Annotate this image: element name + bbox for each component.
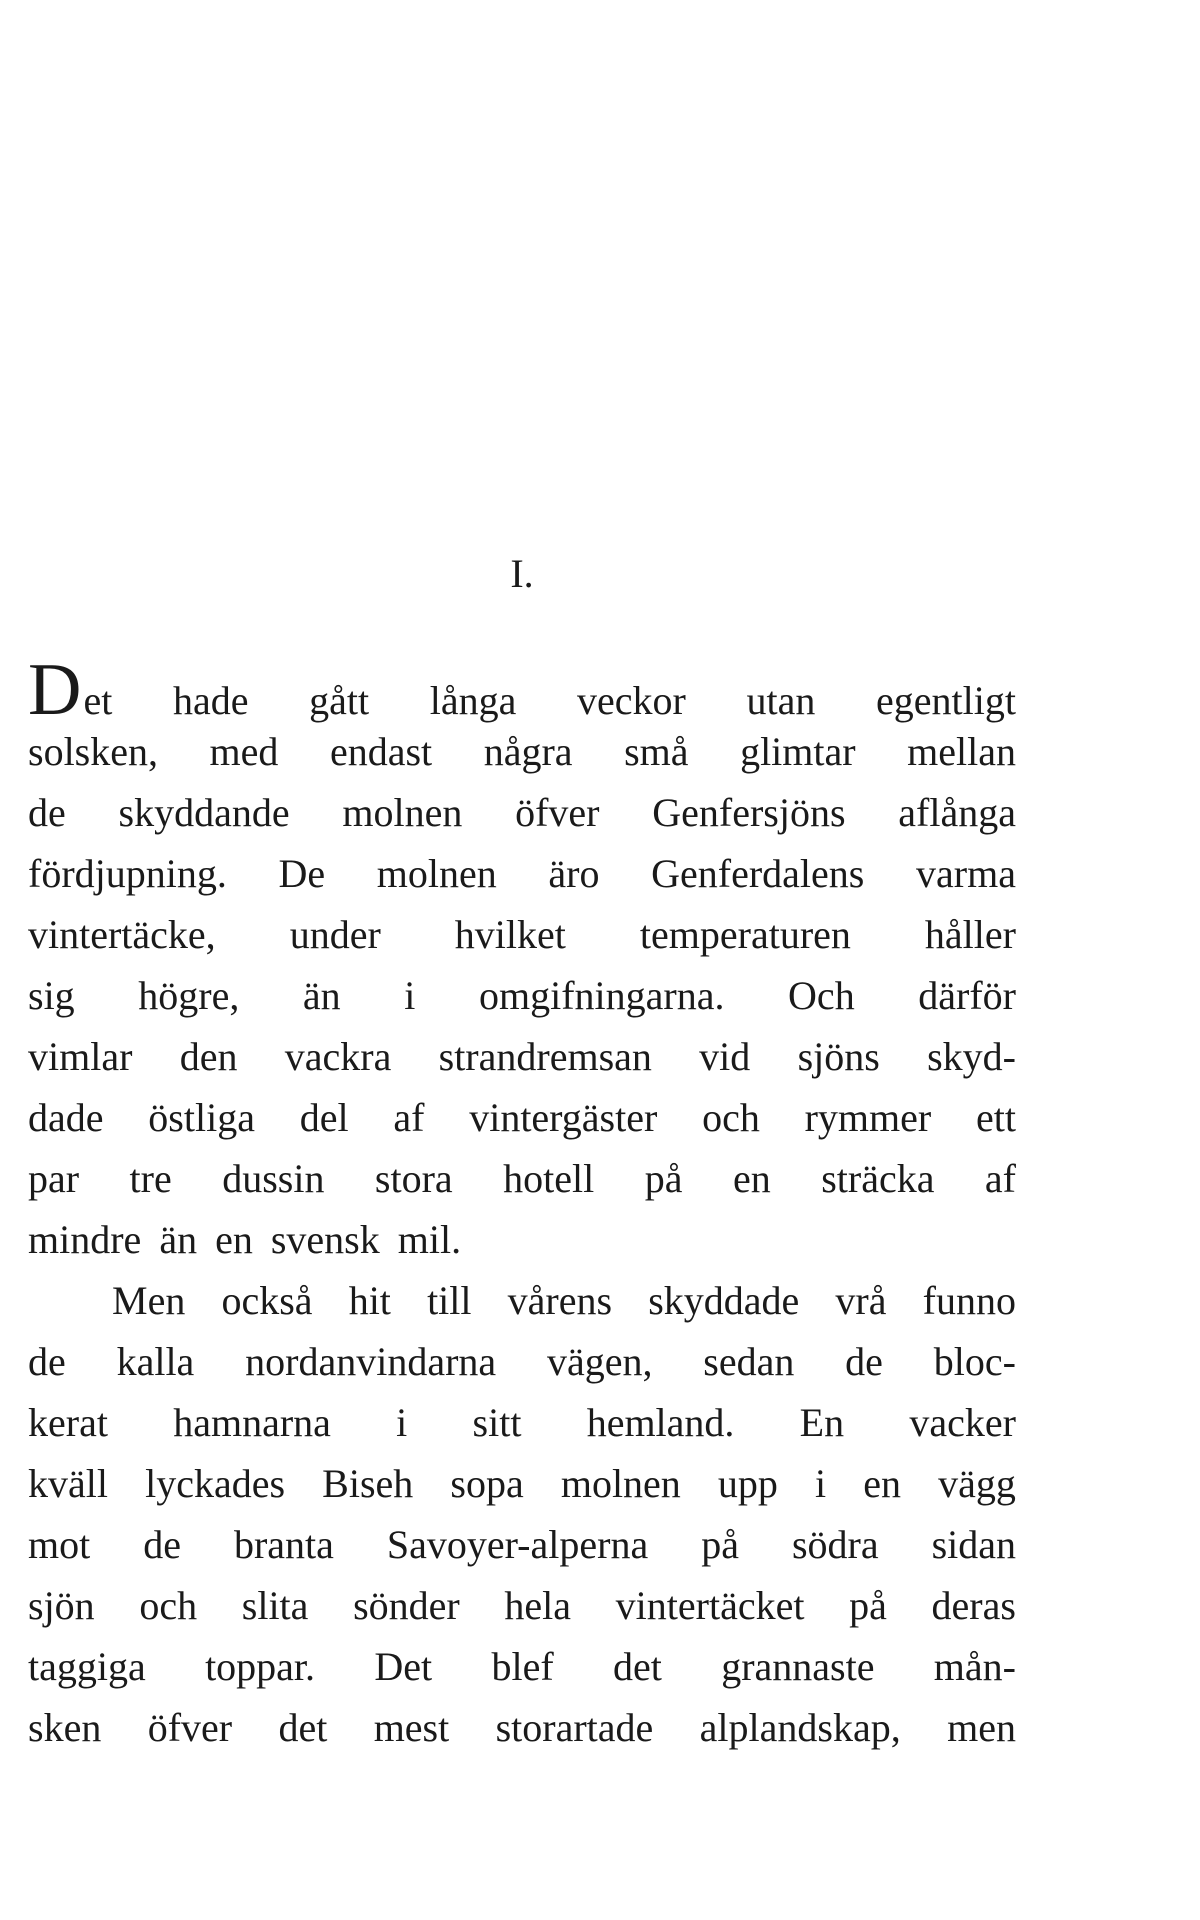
word: Savoyer-alperna [386,1522,649,1567]
word: af [393,1095,425,1140]
word: vägen, [546,1339,653,1384]
word: Genferdalens [651,851,865,896]
text-line [28,1453,1016,1514]
word: de [28,1339,66,1384]
word: i [404,973,416,1018]
word: del [299,1095,349,1140]
word: men [947,1705,1016,1750]
word: mest [373,1705,450,1750]
word: långa [429,678,517,723]
word: omgifningarna. [478,973,725,1018]
chapter-number: I. [510,551,534,596]
word: hela [504,1583,572,1628]
word: vackra [284,1034,392,1079]
word: veckor [577,678,686,723]
text-line [28,649,1016,731]
word: i [815,1461,827,1506]
word: vintertäcke, [28,912,216,957]
word: nordanvindarna [245,1339,497,1384]
word: alplandskap, [699,1705,901,1750]
word: Genfersjöns [652,790,846,835]
word: därför [918,973,1016,1018]
word: de [28,790,66,835]
body-text [28,649,1016,1758]
word: än [159,1217,198,1262]
drop-cap: D [28,649,82,731]
word: utan [746,678,816,723]
word: sopa [450,1461,524,1506]
word: Det [374,1644,433,1689]
word: En [799,1400,845,1445]
word: taggiga [28,1644,146,1689]
word: på [849,1583,887,1628]
word: vintergäster [469,1095,658,1140]
word: de [845,1339,883,1384]
word: sträcka [821,1156,935,1201]
word: Biseh [322,1461,414,1506]
word: af [984,1156,1016,1201]
text-line [28,1026,1016,1087]
word: en [863,1461,902,1506]
word: den [179,1034,238,1079]
word: et [83,678,113,723]
word: skyddade [648,1278,800,1323]
text-line [28,782,1016,843]
word: svensk [270,1217,380,1262]
word: sken [28,1705,102,1750]
text-line [28,1148,1016,1209]
word: hotell [503,1156,595,1201]
text-line [28,1270,1016,1331]
word: sjön [28,1583,95,1628]
word: på [701,1522,739,1567]
text-line [28,843,1016,904]
word: rymmer [804,1095,932,1140]
text-line [28,1331,1016,1392]
text-line [28,1697,1016,1758]
word: hvilket [454,912,566,957]
word: storartade [495,1705,654,1750]
word: äro [548,851,600,896]
word: vacker [909,1400,1016,1445]
text-line [28,1087,1016,1148]
word: funno [922,1278,1016,1323]
word: lyckades [145,1461,286,1506]
word: molnen [560,1461,681,1506]
word: vägg [938,1461,1016,1506]
word: toppar. [205,1644,316,1689]
word: sig [28,973,75,1018]
word: i [396,1400,408,1445]
word: vårens [507,1278,613,1323]
word: små [624,729,689,774]
word: en [732,1156,771,1201]
word: ett [975,1095,1016,1140]
word: vrå [835,1278,887,1323]
word: en [215,1217,253,1262]
word: mån- [933,1644,1016,1689]
word: södra [791,1522,879,1567]
word: hemland. [586,1400,735,1445]
word: än [302,973,341,1018]
word: Och [788,973,855,1018]
word: tre [129,1156,172,1201]
word: aflånga [898,790,1016,835]
word: också [221,1278,313,1323]
word: det [278,1705,328,1750]
word: Men [112,1278,186,1323]
word: mindre [28,1217,142,1262]
text-line [28,1575,1016,1636]
word: östliga [148,1095,255,1140]
word: kalla [116,1339,195,1384]
word: med [209,729,279,774]
word: under [289,912,381,957]
word: fördjupning. [28,851,227,896]
word: branta [233,1522,334,1567]
word: strandremsan [438,1034,652,1079]
word: dussin [222,1156,325,1201]
word: hamnarna [173,1400,331,1445]
word: mellan [907,729,1016,774]
word: öfver [515,790,600,835]
word: deras [931,1583,1016,1628]
word: molnen [376,851,497,896]
word: par [28,1156,80,1201]
word: varma [916,851,1016,896]
text-line [28,1209,1016,1270]
word: slita [241,1583,309,1628]
word: sedan [703,1339,795,1384]
word: blef [491,1644,554,1689]
text-line [28,1514,1016,1575]
word: sitt [472,1400,522,1445]
word: bloc- [933,1339,1016,1384]
word: det [612,1644,662,1689]
word: stora [374,1156,453,1201]
text-line [28,1636,1016,1697]
word: de [143,1522,181,1567]
word: sjöns [797,1034,880,1079]
word: vimlar [28,1034,133,1079]
word: till [427,1278,472,1323]
word: gått [309,678,370,723]
word: öfver [147,1705,233,1750]
word: upp [717,1461,778,1506]
word: grannaste [721,1644,875,1689]
word: skyddande [118,790,290,835]
word: hit [348,1278,391,1323]
word: håller [924,912,1016,957]
word: mil. [397,1217,462,1262]
word: skyd- [927,1034,1016,1079]
word: molnen [342,790,463,835]
word: några [483,729,573,774]
word: sidan [931,1522,1016,1567]
word: och [702,1095,760,1140]
word: solsken, [28,729,158,774]
text-line [28,965,1016,1026]
text-line [28,1392,1016,1453]
word: kerat [28,1400,108,1445]
word: och [139,1583,198,1628]
word: egentligt [876,678,1016,723]
word: temperaturen [639,912,851,957]
word: sönder [353,1583,460,1628]
word: dade [28,1095,104,1140]
word: kväll [28,1461,108,1506]
word: endast [329,729,433,774]
word: mot [28,1522,91,1567]
word: hade [172,678,249,723]
text-line [28,904,1016,965]
word: vid [699,1034,751,1079]
word: högre, [138,973,240,1018]
word: på [644,1156,683,1201]
word: glimtar [740,729,856,774]
word: De [278,851,326,896]
word: vintertäcket [615,1583,805,1628]
